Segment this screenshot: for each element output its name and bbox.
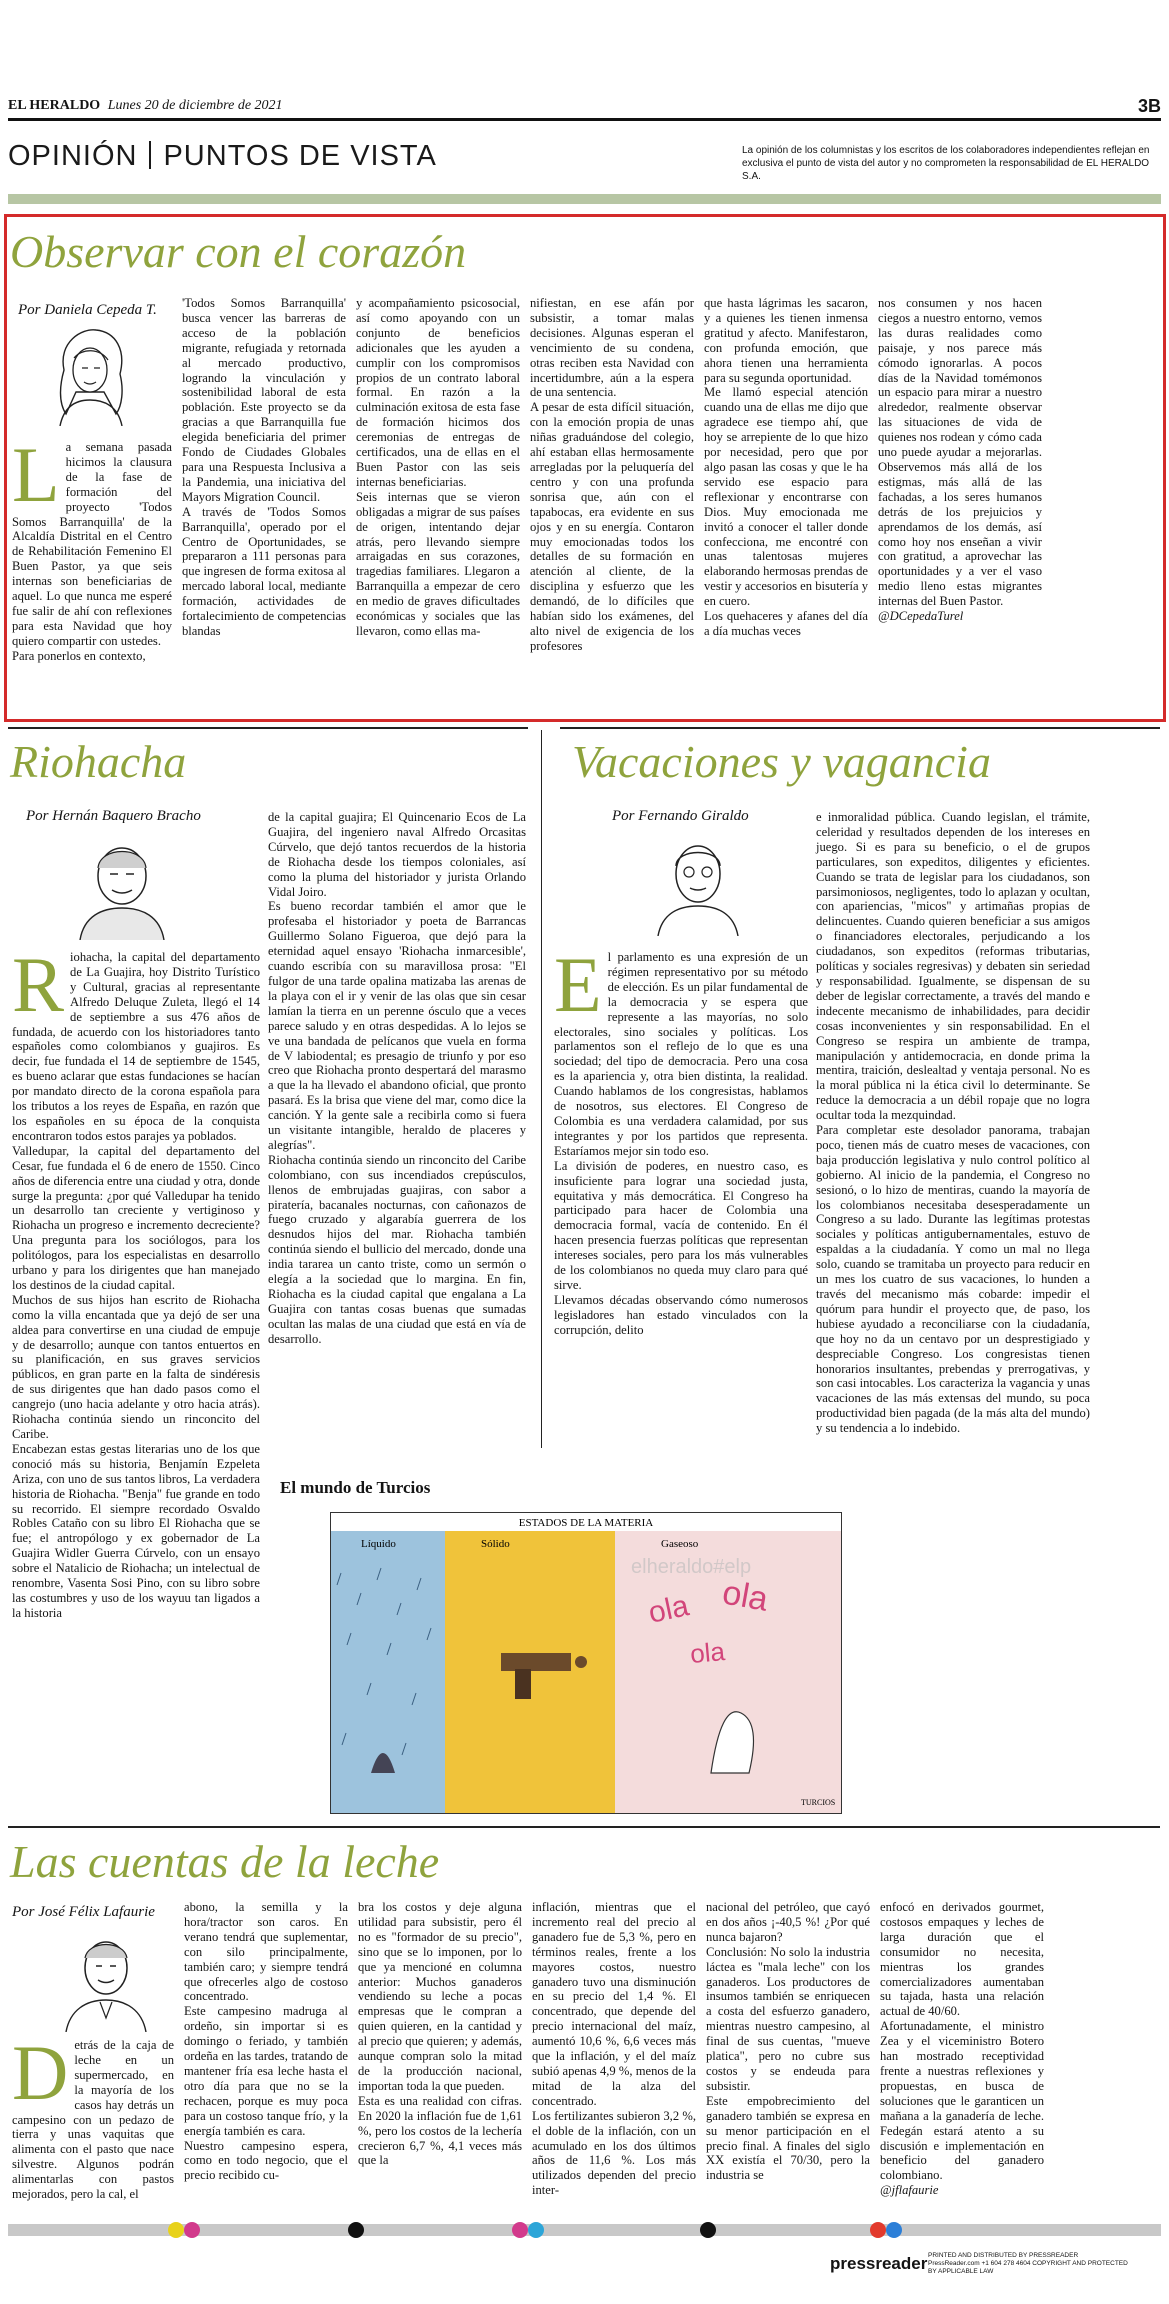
drop-cap: E (554, 941, 602, 1028)
cartoon-drawing (331, 1513, 841, 1813)
paragraph: Es bueno recordar también el amor que le profesaba el historiador y poeta de Barrancas Guillermo Solano Figueroa, que dejó para la eternidad aquel ensayo 'Riohacha inmarcesible', cuando escribía con su maravillosa prosa: "El fulgor de una tarde opalina matizaba las arenas de la playa con el ir y venir de las olas que sin cesar lamían la tierra en un perenne ósculo que a veces parece saludo y en otras despedidas. A lo lejos se ve una bandada de pelícanos que vuela en forma de V labiodental; es presagio de triunfo y por eso creo que Riohacha pronto despertará del marasmo a que la ha llevado el abandono oficial, que pronto pasará. Es la brisa que viene del mar, como dice la canción. Y la gente sale a recibirla como si fuera un visitante intangible, heraldo de placeres y alegrías". (268, 899, 526, 1152)
paragraph: 'Todos Somos Barranquilla' busca vencer las barreras de acceso de la población migrante, refugiada y retornada al mercado productivo, logrando la vinculación y sostenibilidad laboral de esta población. Este proyecto se da gracias a que Barranquilla fue elegida beneficiaria del primer Fondo de Ciudades Globales para una Respuesta Inclusiva a la Pandemia, una iniciativa del Mayors Migration Council. (182, 296, 346, 504)
drop-cap: R (12, 941, 65, 1028)
column-divider (541, 730, 542, 1448)
paragraph: Este campesino madruga al ordeño, sin importar si es domingo o feriado, y también ordeña en las tardes, tratando de mantener fría esa leche hasta el otro día para que no se la rechacen, porque es muy poca para un costoso tanque frío, y la energía también es cara. (184, 2004, 348, 2138)
panel-label: Sólido (481, 1538, 510, 1550)
article-column (12, 2029, 174, 2202)
article-column (706, 1900, 870, 2183)
article-column (704, 296, 868, 639)
paragraph: iohacha, la capital del departamento de La Guajira, hoy Distrito Turístico y Cultural, gracias al representante Alfredo Deluque Zuleta, llegó el 14 de septiembre a sus 476 años de fundada, de acuerdo con los historiadores tanto españoles como colombianos y guajiros. Es decir, fue fundada el 14 de septiembre de 1545, es bueno aclarar que estas fundaciones se hacían por mandato directo de la corona española para los tributos a los reyes de España, en razón que los españoles en su época de la conquista encontraron todos estos parajes ya poblados. (12, 950, 260, 1143)
paragraph: de la capital guajira; El Quincenario Ecos de La Guajira, del ingeniero naval Alfredo Orcasitas Cúrvelo, que dejó tantos recuerdos de la historia de Riohacha desde los tiempos coloniales, así como la pluma del historiador y jurista Orlando Vidal Joiro. (268, 810, 526, 899)
paragraph: Para completar este desolador panorama, trabajan poco, tienen más de cuatro meses de vacaciones, con baja producción legislativa y nulo control político al gobierno. Al inicio de la pandemia, el Congreso no sesionó, o lo hizo de mentiras, cuando la mayoría de los colombianos necesitaba desesperadamente un Congreso a su lado. Durante las legítimas protestas sociales y políticas antigubernamentales, estuvo de espaldas a la ciudadanía. Y como un mal no llega solo, cuando se tramitaba un proyecto para reducir en un mes los cuatro de sus vacaciones, lo hunden a través del mecanismo más cobarde: impedir el quórum para hundir el proyecto que, de paso, los hubiese ayudado a reconciliarse con la ciudadanía, que hoy no da un centavo por un desprestigiado y despreciable Congreso. Los congresistas tienen honorarios insultantes, prebendas y prerrogativas, y son casi intocables. Los caracteriza la vagancia y unas vacaciones de las más extensas del mundo, su poca productividad bien pagada (de la más alta del mundo) y su tendencia a lo indebido. (816, 1123, 1090, 1436)
gas-word: ola (688, 1636, 727, 1669)
registration-dot (886, 2222, 902, 2238)
paragraph: Para ponerlos en contexto, (12, 648, 146, 663)
registration-dot (870, 2222, 886, 2238)
article-byline: Por Fernando Giraldo (612, 808, 749, 824)
paragraph: a semana pasada hicimos la clausura de la fase de formación del proyecto 'Todos Somos Barranquilla' de la Alcaldía Distrital en el Centro de Rehabilitación Femenino El Buen Pastor, ya que seis internas son beneficiarias de aquel. Lo que nunca me esperé fue salir de ahí con reflexiones para esta Navidad que hoy quiero compartir con ustedes. (12, 440, 172, 648)
article-column (530, 296, 694, 654)
author-portrait (58, 1922, 154, 2032)
paragraph: Riohacha continúa siendo un rinconcito del Caribe colombiano, con sus incendiados crepúsculos, llenos de embrujadas guajiras, con sabor a piratería, bacanales nocturnas, con cañonazos de fuego cruzado y algarabía guerrera de los desnudos hijos del mar. Riohacha también continúa siendo el bullicio del mercado, donde una india tararea un canto triste, como un sermón o elegía a la sociedad que lo margina. En fin, Riohacha es la ciudad capital que engalana a La Guajira con tantas cosas buenas que sumadas ocultan las malas de una ciudad que está en vía de desarrollo. (268, 1152, 526, 1346)
registration-dot (168, 2222, 184, 2238)
article-title: Vacaciones y vagancia (572, 736, 991, 787)
section-rule (560, 727, 1160, 729)
registration-dot (512, 2222, 528, 2238)
cartoon-signature: TURCIOS (801, 1798, 836, 1807)
paragraph: l parlamento es una expresión de un régimen representativo por su método de elección. Es un pilar fundamental de la democracia y se espera que represente a las mayorías, no solo electorales, sino sociales y políticas. Los parlamentos son el reflejo de lo que es una sociedad; del tipo de democracia. Pero una cosa es la apariencia y, otra bien distinta, la realidad. Cuando hablamos de los congresistas, hablamos de nosotros, sus electores. El Congreso de Colombia es una verdadera calamidad, por sus integrantes y por los partidos que representa. Estaríamos mejor sin todo eso. (554, 950, 808, 1158)
article-column (532, 1900, 696, 2198)
section-opinion: OPINIÓN (8, 140, 138, 172)
disclaimer: La opinión de los columnistas y los escritos de los colaboradores independientes reflejan en exclusiva el punto de vista del autor y no comprometen la responsabilidad de EL HERALDO S.A. (742, 145, 1150, 182)
author-signature: @jflafaurie (880, 2183, 939, 2198)
registration-dot (700, 2222, 716, 2238)
panel-label: Gaseoso (661, 1538, 699, 1550)
top-rule (8, 118, 1161, 121)
pressreader-logo: pressreader (830, 2254, 928, 2273)
registration-dot (528, 2222, 544, 2238)
article-column (184, 1900, 348, 2183)
section-heading (8, 140, 437, 173)
paragraph: inflación, mientras que el incremento real del precio al ganadero fue de 5,3 %, pero en términos reales, frente a los mayores costos, nuestro ganadero tuvo una disminución en su precio del 1,4 %. El concentrado, que depende del precio internacional del maíz, aumentó 10,6 %, 6,6 veces más que la inflación, y el del maíz subió apenas 4,9 %, menos de la mitad de la alza del concentrado. (532, 1900, 696, 2108)
paragraph: Los quehaceres y afanes del día a día muchas veces (704, 609, 868, 638)
cartoon-heading: El mundo de Turcios (280, 1478, 431, 1497)
article-column (182, 296, 346, 639)
article-column (12, 431, 172, 664)
paragraph: Llevamos décadas observando cómo numerosos legisladores han estado vinculados con la corrupción, delito (554, 1292, 808, 1337)
drop-cap: L (12, 431, 60, 518)
paragraph: Encabezan estas gestas literarias uno de los que conoció más su historia, Benjamín Ezpeleta Ariza, con uno de sus tantos libros, La verdadera historia de Riohacha. "Benja" fue grande en todo su recorrido. El siempre recordado Osvaldo Robles Cataño con su libro El Riohacha que se fue; el antropólogo y ex gobernador de La Guajira Widler Guerra Cúrvelo, con un ensayo sobre el Natalicio de Riohacha; un intelectual de renombre, Vasenta Sosi Pino, con su libro sobre las costumbres y uso de los wayuu tan ligados a la historia (12, 1441, 260, 1620)
article-byline: Por Hernán Baquero Bracho (26, 808, 201, 824)
paragraph: abono, la semilla y la hora/tractor son caros. En verano tendrá que suplementar, con silo principalmente, también caro; y siempre tendrá que ofrecerles algo de costoso concentrado. (184, 1900, 348, 2004)
article-byline: Por Daniela Cepeda T. (18, 302, 157, 318)
paragraph: bra los costos y deje alguna utilidad para subsistir, pero él no es "formador de su precio", sino que se lo imponen, por lo que ya mencioné en columna anterior: Muchos ganaderos vendiendo su leche a pocas empresas que le compran a quien quieren, en la cantidad y al precio que quieren; y además, aunque compran solo la mitad de la producción nacional, importan toda la que pueden. (358, 1900, 522, 2093)
print-notice: PRINTED AND DISTRIBUTED BY PRESSREADER PressReader.com +1 604 278 4604 COPYRIGHT AND PROTECTED BY APPLICABLE LAW (928, 2252, 1128, 2275)
section-rule (8, 194, 1161, 204)
article-column (356, 296, 520, 639)
article-column (12, 941, 260, 1621)
paragraph: y acompañamiento psicosocial, así como apoyando con un conjunto de beneficios adicionales que les ayuden a cumplir con los compromisos propios de un contrato laboral formal. En razón a la culminación exitosa de esta fase de formación hicimos dos ceremonias de entregas de certificados, una de ellas en el Buen Pastor con las seis internas beneficiarias. (356, 296, 520, 489)
paragraph: Afortunadamente, el ministro Zea y el viceministro Botero han mostrado receptividad frente a nuestras reflexiones y propuestas, en busca de soluciones que le garanticen un mañana a la ganadería de leche. Fedegán estará atento a su discusión e implementación en beneficio del ganadero colombiano. (880, 2019, 1044, 2183)
author-portrait (72, 830, 172, 940)
section-rule (8, 1826, 1160, 1828)
paragraph: nos consumen y nos hacen ciegos a nuestro entorno, vemos las duras realidades como paisaje, y nos parece más cómodo ignorarlas. A pocos días de la Navidad tomémonos un espacio para mirar a nuestro alrededor, realmente observar las situaciones de vida de quienes nos rodean y cómo cada uno puede ayudar a mejorarlas. Observemos más allá de los estigmas, más allá de las fachadas, a los seres humanos detrás de los prejuicios y aprendamos de los demás, así como hoy nos enseñan a vivir con gratitud, a aprovechar las oportunidades y a ver el vaso medio lleno estas migrantes internas del Buen Pastor. (878, 296, 1042, 609)
page-number: 3B (1137, 96, 1161, 116)
author-portrait (46, 322, 134, 426)
paragraph: Los fertilizantes subieron 3,2 %, el doble de la inflación, con un acumulado en los dos últimos años de 11,6 %. Los más utilizados dependen del precio inter- (532, 2108, 696, 2198)
section-puntos: PUNTOS DE VISTA (163, 140, 437, 172)
paragraph: Nuestro campesino espera, como en todo negocio, que el precio recibido cu- (184, 2138, 348, 2183)
gas-word: ola (645, 1589, 692, 1630)
paragraph: enfocó en derivados gourmet, costosos empaques y leches de larga duración que el consumidor no necesita, mientras los grandes comercializadores aumentaban su tajada, hasta una relación actual de 40/60. (880, 1900, 1044, 2019)
paper-name: EL HERALDO (8, 98, 101, 113)
article-column (878, 296, 1042, 624)
paragraph: etrás de la caja de leche en un supermercado, en la mayoría de los casos hay detrás un campesino con un pedazo de tierra y unas vaquitas que alimenta con el pasto que nace silvestre. Algunos podrán alimentarlas con pastos mejorados, pero la cal, el (12, 2038, 174, 2202)
cartoon-banner: ESTADOS DE LA MATERIA (518, 1517, 654, 1529)
section-rule (8, 727, 528, 729)
article-byline: Por José Félix Lafaurie (12, 1904, 155, 1920)
article-column (358, 1900, 522, 2168)
gas-word: ola (719, 1573, 771, 1619)
article-column (880, 1900, 1044, 2198)
paragraph: Muchos de sus hijos han escrito de Riohacha como la villa encantada que ya dejó de ser una aldea para convertirse en una ciudad de empuje y de desarrollo; aunque con tantos entuertos en su planificación, en sus graves servicios públicos, en gran parte en la falta de sindéresis de sus dirigentes que han dado pasos como el cangrejo (uno hacia adelante y otro hacia atrás). Riohacha continúa siendo un rinconcito del Caribe. (12, 1292, 260, 1441)
article-column (554, 941, 808, 1338)
paragraph: Valledupar, la capital del departamento del Cesar, fue fundada el 6 de enero de 1550. Cinco años de diferencia entre una ciudad y otra, donde surge la pregunta: ¿por qué Valledupar ha tenido un desarrollo tan creciente y vertiginoso y Riohacha un progreso e incremento decreciente? Una pregunta para los sociólogos, para los politólogos, para los especialistas en desarrollo urbano y para los dirigentes que han manejado los destinos de la ciudad capital. (12, 1143, 260, 1292)
section-divider (149, 141, 151, 169)
registration-dot (184, 2222, 200, 2238)
article-title: Observar con el corazón (10, 226, 467, 277)
author-signature: @DCepedaTurel (878, 609, 964, 624)
article-column (268, 810, 526, 1347)
paragraph: Me llamó especial atención cuando una de ellas me dijo que agradece ese tiempo ahí, que hoy se arrepiente de lo que hizo por necesidad, pero que por algo pasan las cosas y que le ha servido ese espacio para reflexionar y encontrarse con Dios. Muy emocionada me invitó a conocer el taller donde confecciona, me encontré con unas talentosas mujeres elaborando hermosas prendas de vestir y accesorios en bisutería y en cuero. (704, 385, 869, 609)
drop-cap: D (12, 2029, 69, 2116)
registration-dot (348, 2222, 364, 2238)
article-title: Las cuentas de la leche (10, 1836, 440, 1887)
cartoon (330, 1512, 842, 1814)
issue-date: Lunes 20 de diciembre de 2021 (107, 98, 283, 113)
paragraph: nacional del petróleo, que cayó en dos años ¡-40,5 %! ¿Por qué nunca bajaron? (706, 1900, 870, 1944)
paragraph: La división de poderes, en nuestro caso, es insuficiente para lograr una sociedad justa, equitativa y más democrática. El Congreso ha participado para hacer de Colombia una democracia formal, vacía de contenido. En él hacen presencia fuerzas políticas que representan intereses sociales, pero para los más vulnerables de los colombianos no queda muy claro para qué sirve. (554, 1158, 808, 1292)
paragraph: nifiestan, en ese afán por subsistir, a tomar malas decisiones. Algunas esperan el vencimiento de su condena, otras reciben esta Navidad con incertidumbre, aún a la espera de una sentencia. (530, 296, 694, 400)
article-column (816, 810, 1090, 1436)
paragraph: Conclusión: No solo la industria láctea es "mala leche" con los ganaderos. Los productores de insumos también se enriquecen a costa del esfuerzo ganadero, mientras nuestro campesino, al final de sus cuentas, "mueve platica", pero no cubre sus costos y se endeuda para subsistir. (706, 1944, 870, 2093)
paragraph: que hasta lágrimas les sacaron, y a quienes les tienen inmensa gratitud y afecto. Manifestaron, con profunda emoción, que ahora tienen una herramienta para su segunda oportunidad. (704, 296, 868, 385)
watermark: elheraldo#elp (631, 1556, 752, 1578)
paragraph: A pesar de esta difícil situación, con la emoción propia de unas niñas graduándose del colegio, ahí estaban ellas hermosamente arregladas por la peluquería del centro y con una profunda sonrisa que, aún con el tapabocas, era evidente en sus ojos y en su energía. Contaron muy emocionadas todos los detalles de su formación en atención al cliente, de la disciplina y esfuerzo que les demandó, de lo difíciles que habían sido los exámenes, del alto nivel de exigencia de los profesores (530, 400, 694, 653)
paragraph: A través de 'Todos Somos Barranquilla', operado por el Centro de Oportunidades, se prepararon a 111 personas para que ingresen de forma exitosa al mercado laboral local, mediante formación, actividades de fortalecimiento de competencias blandas (182, 504, 346, 638)
paragraph: Este empobrecimiento del ganadero también se expresa en su menor participación en el precio final. A finales del siglo XX existía el 70/30, pero la industria se (706, 2093, 870, 2183)
paragraph: e inmoralidad pública. Cuando legislan, el trámite, celeridad y resultados dependen de los intereses en juego. Si es para su beneficio, o el de grupos particulares, son expeditos, diligentes y eficientes. Cuando se trata de legislar para los ciudadanos, son parsimoniosos, negligentes, todo lo aplazan y ocultan, con apariencias, "micos" y artimañas propias de delincuentes. Cuando quieren beneficiar a sus amigos o financiadores electorales, perjudicando a los ciudadanos, son expeditos (reformas tributarias, políticas y sociales regresivas) y debaten sin seriedad y responsabilidad. Igualmente, se dispensan de su deber de legislar correctamente, a través del mando e indecente mecanismo de inhabilidades, para decidir cosas inconvenientes y sin responsabilidad. En el Congreso se respira un ambiente de trampa, manipulación y antidemocracia, en donde prima la mentira, traición, deslealtad y ventaja personal. No es la moral pública ni la ética civil lo determinante. Se reduce la democracia a un débil ropaje que no logra ocultar toda la mezquindad. (816, 810, 1090, 1123)
masthead (8, 98, 283, 114)
paragraph: Esta es una realidad con cifras. En 2020 la inflación fue de 1,61 %, pero los costos de la lechería crecieron 6,7 %, 4,1 veces más que la (358, 2093, 522, 2168)
article-title: Riohacha (10, 736, 187, 787)
author-portrait (650, 826, 746, 936)
paragraph: Seis internas que se vieron obligadas a migrar de sus países de origen, intentando dejar atrás, pero llevando siempre arraigadas en sus corazones, tragedias familiares. Llegaron a Barranquilla a empezar de cero en medio de graves dificultades económicas y sociales que las llevaron, como ellas ma- (356, 489, 520, 638)
panel-label: Líquido (361, 1538, 396, 1550)
